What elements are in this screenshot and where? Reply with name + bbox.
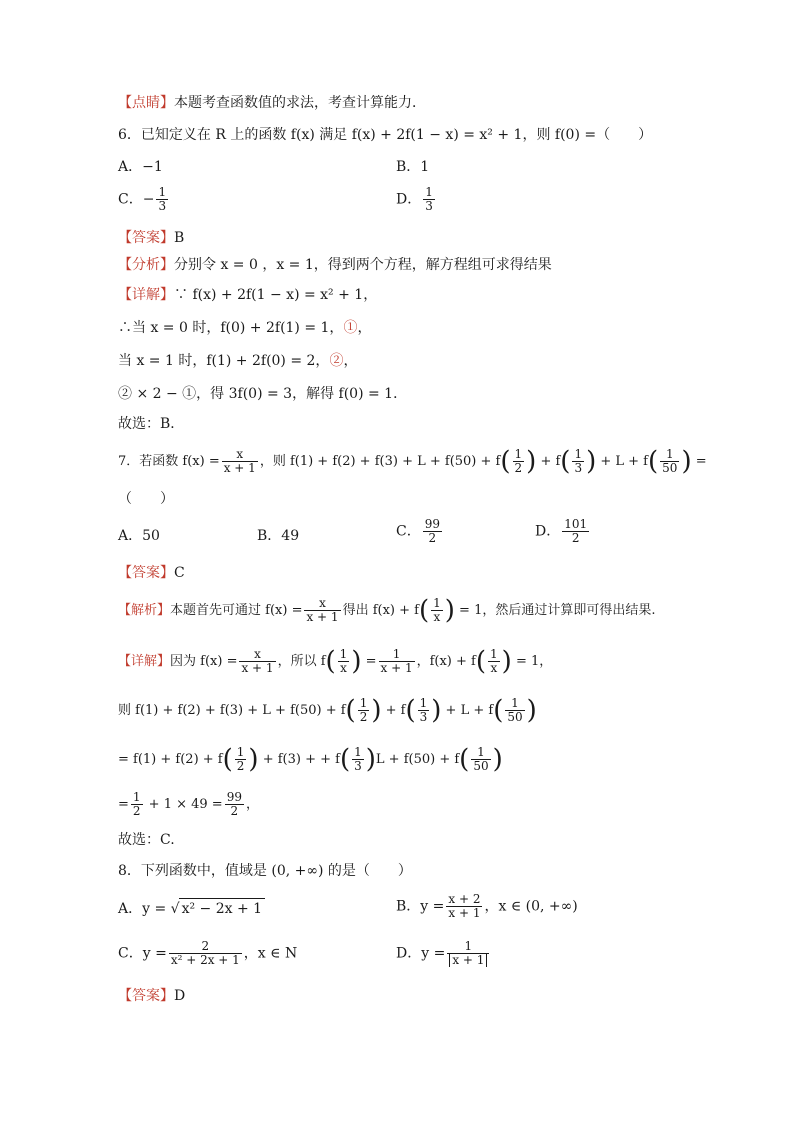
- q6-detail-3: [118, 351, 357, 371]
- q7-d1e: = 1，: [511, 654, 553, 669]
- q6-c-denominator: 3: [158, 199, 167, 213]
- q7-l2-d1: 2: [359, 710, 368, 724]
- q7-p2: + L + f: [596, 454, 648, 469]
- q7-l2-rparen-3: ): [526, 695, 537, 726]
- q7-d1-n2: 1: [339, 647, 348, 661]
- q8-option-a-label: A．y =: [118, 901, 167, 917]
- q7-frac-half: [513, 448, 525, 475]
- q6-circle-1: ①: [343, 320, 358, 336]
- q7-answer-tag: 【答案】: [118, 565, 174, 581]
- q8-option-b-fraction: [446, 893, 482, 920]
- q7-lparen-2: (: [560, 446, 571, 477]
- q7-d2: 2: [514, 461, 523, 475]
- q6-detail-2-end: ，: [357, 320, 372, 336]
- q7-l4-frac-1: [131, 791, 143, 818]
- q7-l2-d3: 50: [507, 710, 523, 724]
- q7-h3: 1: [574, 447, 583, 461]
- q7-d-num: 101: [564, 517, 588, 531]
- q7-detail-tag: 【详解】: [118, 654, 171, 669]
- q7-l3-frac-2: [352, 746, 364, 773]
- q8-option-c-label: C．y =: [118, 945, 167, 962]
- q7-stem-a: 7．若函数 f(x) =: [118, 454, 220, 469]
- q7-d1b: ，所以 f: [277, 654, 326, 669]
- q8-d-num: 1: [447, 940, 489, 954]
- q7-option-d: [535, 518, 591, 545]
- q6-option-a: A．−1: [118, 159, 163, 175]
- q7-d1-num: x: [239, 648, 275, 662]
- q7-l3b: + f(3) + + f: [258, 752, 340, 767]
- q7-stem-b: ，则 f(1) + f(2) + f(3) + L + f(50) + f: [259, 454, 501, 469]
- q7-d1-n3: 1: [379, 648, 415, 662]
- q7-d1c: =: [361, 654, 377, 669]
- q8-answer-tag: 【答案】: [118, 988, 174, 1004]
- q7-stem: [118, 448, 707, 475]
- q7-detail-4: [118, 791, 259, 818]
- q6-c-numerator: 1: [158, 185, 167, 199]
- q8-option-d-label: D．y =: [396, 945, 446, 962]
- q7-d1a: 因为 f(x) =: [170, 654, 238, 669]
- q7-rparen-1: ): [526, 446, 537, 477]
- q7-jx-den: x + 1: [306, 610, 339, 624]
- q6-detail-tag: 【详解】: [118, 287, 174, 303]
- q6-detail-4: ② × 2 − ①，得 3f(0) = 3，解得 f(0) = 1．: [118, 386, 408, 402]
- q7-l3-lparen-1: (: [222, 744, 233, 775]
- q7-jiexi-tag: 【解析】: [118, 603, 171, 618]
- q7-l4-d2: 2: [230, 804, 239, 818]
- q7-l3-rparen-3: ): [492, 744, 503, 775]
- q7-p1: + f: [536, 454, 561, 469]
- q7-d1-den: x + 1: [241, 661, 274, 675]
- q7-l2c: + L + f: [441, 703, 494, 718]
- q6-detail-1: [118, 285, 377, 305]
- q7-l3-n3: 1: [471, 746, 490, 760]
- q6-circle-2: ②: [329, 353, 344, 369]
- q8-answer-value: D: [174, 988, 186, 1004]
- q7-l2-frac-2: [418, 697, 430, 724]
- q6-analysis-tag: 【分析】: [118, 257, 174, 273]
- q6-detail-1-text: ∵ f(x) + 2f(1 − x) = x² + 1，: [174, 287, 378, 303]
- q7-jiexi-c: = 1，然后通过计算即可得出结果.: [454, 603, 656, 618]
- q7-l2b: + f: [381, 703, 406, 718]
- q7-frac-third: [572, 448, 584, 475]
- q7-d1-frac-1: [239, 648, 275, 675]
- q7-detail-2: [118, 697, 537, 724]
- q7-c-num: 99: [424, 517, 440, 531]
- q7-d1-n4: 1: [490, 647, 498, 661]
- q7-d1d: ，f(x) + f: [416, 654, 476, 669]
- q7-option-c: [396, 518, 444, 545]
- q7-l4c: ，: [245, 797, 259, 812]
- q7-d1-d4: x: [490, 661, 498, 675]
- q6-option-c-label: C．−: [118, 191, 155, 208]
- q7-lparen-3: (: [648, 446, 659, 477]
- q7-l2-n3: 1: [505, 697, 524, 711]
- q7-l3a: = f(1) + f(2) + f: [118, 752, 223, 767]
- q7-answer: [118, 563, 185, 583]
- tip-text: 本题考查函数值的求法，考查计算能力．: [174, 95, 426, 111]
- q7-l3-d1: 2: [236, 759, 245, 773]
- q7-jx-rparen: ): [444, 595, 455, 626]
- q8-answer: [118, 986, 185, 1006]
- q6-analysis-text: 分别令 x = 0 ，x = 1，得到两个方程，解方程组可求得结果: [174, 257, 552, 273]
- q8-stem: 8．下列函数中，值域是 (0, +∞) 的是（ ）: [118, 863, 412, 879]
- q7-jiexi-frac-2: [431, 597, 443, 624]
- q7-jiexi: [118, 597, 655, 624]
- q7-d1-frac-4: [488, 648, 500, 675]
- q7-d1-frac-2: [338, 648, 350, 675]
- q7-l4-n1: 1: [132, 790, 141, 804]
- q6-option-d: [396, 186, 437, 213]
- q6-detail-2-text: ∴当 x = 0 时，f(0) + 2f(1) = 1，: [118, 320, 344, 336]
- q6-analysis: [118, 255, 552, 275]
- q6-option-b: B．1: [396, 159, 430, 175]
- q7-l2a: 则 f(1) + f(2) + f(3) + L + f(50) + f: [118, 703, 346, 718]
- q8-option-c: [118, 940, 297, 967]
- q7-l4a: =: [118, 797, 129, 812]
- q7-choose: 故选：C.: [118, 832, 175, 848]
- q7-l3-n2: 1: [354, 745, 362, 759]
- q7-d1-rparen-1: ): [351, 646, 362, 677]
- q7-p3: =: [691, 454, 707, 469]
- q7-d1-frac-3: [379, 648, 415, 675]
- q7-l2-lparen-1: (: [345, 695, 356, 726]
- q6-stem: 6．已知定义在 R 上的函数 f(x) 满足 f(x) + 2f(1 − x) = x² + 1，则 f(0) =（ ）: [118, 127, 653, 143]
- q7-l4-d1: 2: [132, 804, 141, 818]
- q7-option-a: A．50: [118, 528, 160, 544]
- q7-c-den: 2: [428, 531, 437, 545]
- q7-jiexi-a: 本题首先可通过 f(x) =: [170, 603, 303, 618]
- q7-l3-d3: 50: [473, 759, 489, 773]
- q8-option-d-fraction: [447, 940, 489, 967]
- q7-l2-n2: 1: [419, 696, 428, 710]
- q7-l3-rparen-1: ): [248, 744, 259, 775]
- q7-l4-n2: 99: [226, 790, 242, 804]
- q8-option-a: [118, 898, 265, 919]
- q6-option-d-label: D．: [396, 191, 422, 208]
- q7-answer-value: C: [174, 565, 185, 581]
- q6-answer-value: B: [174, 230, 185, 246]
- q7-d3: 3: [574, 461, 583, 475]
- q7-jx-lparen: (: [418, 595, 430, 626]
- q6-detail-3-text: 当 x = 1 时，f(1) + 2f(0) = 2，: [118, 353, 330, 369]
- q7-l3-lparen-2: (: [339, 744, 351, 775]
- q8-option-a-radicand: x² − 2x + 1: [179, 898, 265, 919]
- q7-option-c-fraction: [423, 518, 442, 545]
- q6-option-d-fraction: [423, 186, 435, 213]
- q8-c-den: x² + 2x + 1: [170, 953, 240, 967]
- q7-rparen-3: ): [681, 446, 692, 477]
- q7-d50: 50: [662, 461, 678, 475]
- q8-option-c-tail: ，x ∈ N: [243, 945, 298, 962]
- q6-detail-2: [118, 318, 371, 338]
- q7-h50: 1: [660, 448, 679, 462]
- q7-lparen-1: (: [500, 446, 511, 477]
- q6-option-c: [118, 186, 170, 213]
- q7-l2-frac-3: [505, 697, 524, 724]
- q7-h2: 1: [514, 447, 523, 461]
- q8-b-den: x + 1: [448, 906, 481, 920]
- q6-d-numerator: 1: [425, 185, 433, 199]
- q7-option-b: B．49: [257, 528, 300, 544]
- q7-jx-n2: 1: [433, 596, 441, 610]
- q7-stem-den: x + 1: [223, 461, 256, 475]
- tip-line: [118, 93, 426, 113]
- q7-rparen-2: ): [586, 446, 597, 477]
- q7-option-d-fraction: [562, 518, 589, 545]
- q7-d1-d2: x: [340, 661, 347, 675]
- q8-c-num: 2: [169, 940, 242, 954]
- q7-d1-lparen-2: (: [475, 646, 487, 677]
- q7-detail-3: [118, 746, 503, 773]
- q7-l2-d2: 3: [419, 710, 428, 724]
- q7-l4-frac-2: [225, 791, 244, 818]
- q7-d1-lparen-1: (: [325, 646, 336, 677]
- q7-l2-rparen-1: ): [371, 695, 382, 726]
- q7-d1-d3: x + 1: [380, 661, 413, 675]
- q6-detail-3-end: ，: [343, 353, 358, 369]
- q7-stem-num: x: [222, 448, 258, 462]
- q8-d-den-wrap: [447, 954, 489, 967]
- q7-d-den: 2: [571, 531, 580, 545]
- q7-jiexi-frac-1: [304, 597, 340, 624]
- q7-l3c: L + f(50) + f: [375, 752, 460, 767]
- q6-answer-tag: 【答案】: [118, 230, 174, 246]
- q7-l2-n1: 1: [359, 696, 368, 710]
- q6-d-denominator: 3: [425, 199, 433, 213]
- q8-option-b: [396, 893, 578, 920]
- q6-choose: 故选：B．: [118, 416, 185, 432]
- q7-l2-rparen-2: ): [431, 695, 442, 726]
- q8-b-num: x + 2: [448, 892, 481, 906]
- q8-option-b-tail: ，x ∈ (0, +∞): [484, 898, 578, 915]
- q7-l3-rparen-2: ): [365, 744, 376, 775]
- q7-jx-d2: x: [433, 610, 441, 624]
- q7-l2-lparen-2: (: [405, 695, 416, 726]
- q7-frac-fiftieth: [660, 448, 679, 475]
- q7-stem-fraction: [222, 448, 258, 475]
- q8-option-d: [396, 940, 491, 967]
- q7-l3-d2: 3: [354, 759, 362, 773]
- q7-d1-rparen-2: ): [501, 646, 512, 677]
- q8-option-b-label: B．y =: [396, 898, 445, 915]
- q7-l3-frac-3: [471, 746, 490, 773]
- q7-l3-lparen-3: (: [459, 744, 470, 775]
- q7-l2-lparen-3: (: [493, 695, 504, 726]
- tip-tag: 【点睛】: [118, 95, 174, 111]
- q7-detail-1: [118, 648, 552, 675]
- q7-jiexi-b: 得出 f(x) + f: [342, 603, 419, 618]
- q7-l3-frac-1: [235, 746, 247, 773]
- q7-option-d-label: D．: [535, 523, 561, 540]
- q8-option-c-fraction: [169, 940, 242, 967]
- q7-l3-n1: 1: [236, 745, 245, 759]
- q6-answer: [118, 228, 184, 248]
- q7-blank: （ ）: [118, 491, 174, 507]
- q7-option-c-label: C．: [396, 523, 421, 540]
- q7-l2-frac-1: [358, 697, 370, 724]
- q7-l4b: + 1 × 49 =: [144, 797, 223, 812]
- q6-option-c-fraction: [156, 186, 168, 213]
- sqrt-icon: √: [170, 901, 180, 917]
- q7-jx-num: x: [304, 597, 340, 611]
- q8-d-den: x + 1: [449, 954, 487, 967]
